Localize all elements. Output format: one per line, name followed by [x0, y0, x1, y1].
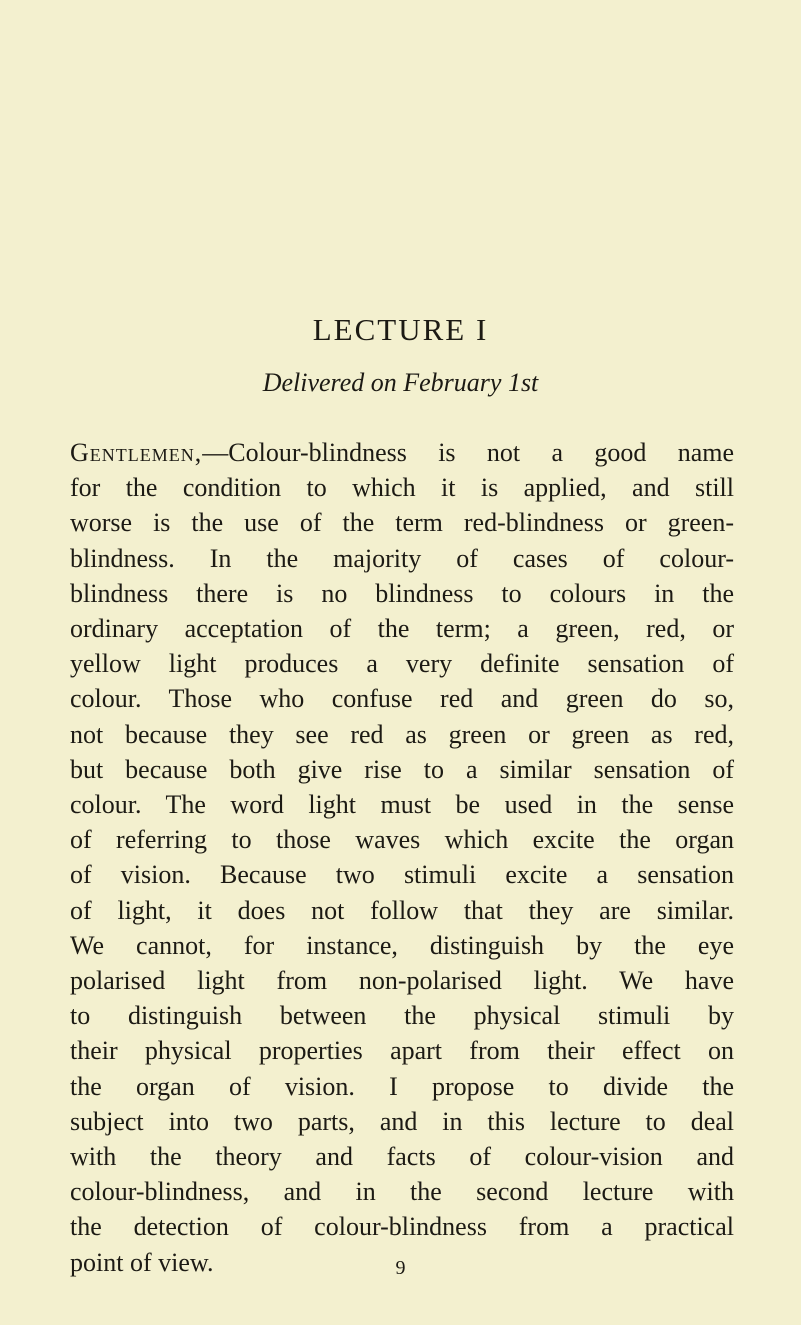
- text-line: but because both give rise to a similar sensation of: [70, 754, 734, 784]
- text-line: colour. The word light must be used in the sense: [70, 790, 734, 820]
- text-line: ordinary acceptation of the term; a green, red, or: [70, 614, 734, 644]
- text-line: of light, it does not follow that they are similar.: [70, 895, 734, 925]
- text-line: We cannot, for instance, distinguish by the eye: [70, 930, 734, 960]
- text-line: for the condition to which it is applied, and still: [70, 473, 734, 503]
- text-line: colour-blindness, and in the second lecture with: [70, 1177, 734, 1207]
- text-line: their physical properties apart from their effect on: [70, 1036, 734, 1066]
- text-line: not because they see red as green or green as red,: [70, 719, 734, 749]
- text-line: with the theory and facts of colour-vision and: [70, 1142, 734, 1172]
- text-line: subject into two parts, and in this lecture to deal: [70, 1106, 734, 1136]
- text-line: polarised light from non-polarised light. We have: [70, 966, 734, 996]
- page-number: 9: [395, 1257, 406, 1279]
- text-line: of vision. Because two stimuli excite a sensation: [70, 860, 734, 890]
- text-line: to distinguish between the physical stimuli by: [70, 1001, 734, 1031]
- text-line: point of view.: [70, 1247, 214, 1277]
- text-line: blindness. In the majority of cases of colour-: [70, 543, 734, 573]
- text-line-content: —Colour-blindness is not a good name: [202, 438, 734, 467]
- lecture-body-paragraph: [70, 435, 734, 1280]
- lecture-heading: LECTURE I: [312, 312, 489, 347]
- lecture-date-subheading: Delivered on February 1st: [262, 368, 539, 397]
- text-line: yellow light produces a very definite sensation of: [70, 649, 734, 679]
- salutation: Gentlemen,: [70, 438, 203, 467]
- text-line: blindness there is no blindness to colours in the: [70, 578, 734, 608]
- text-line: the detection of colour-blindness from a practical: [70, 1212, 734, 1242]
- text-line: of referring to those waves which excite the organ: [70, 825, 734, 855]
- text-line: [70, 435, 734, 470]
- text-line: the organ of vision. I propose to divide the: [70, 1071, 734, 1101]
- text-line: colour. Those who confuse red and green do so,: [70, 684, 734, 714]
- text-line: worse is the use of the term red-blindness or green-: [70, 508, 734, 538]
